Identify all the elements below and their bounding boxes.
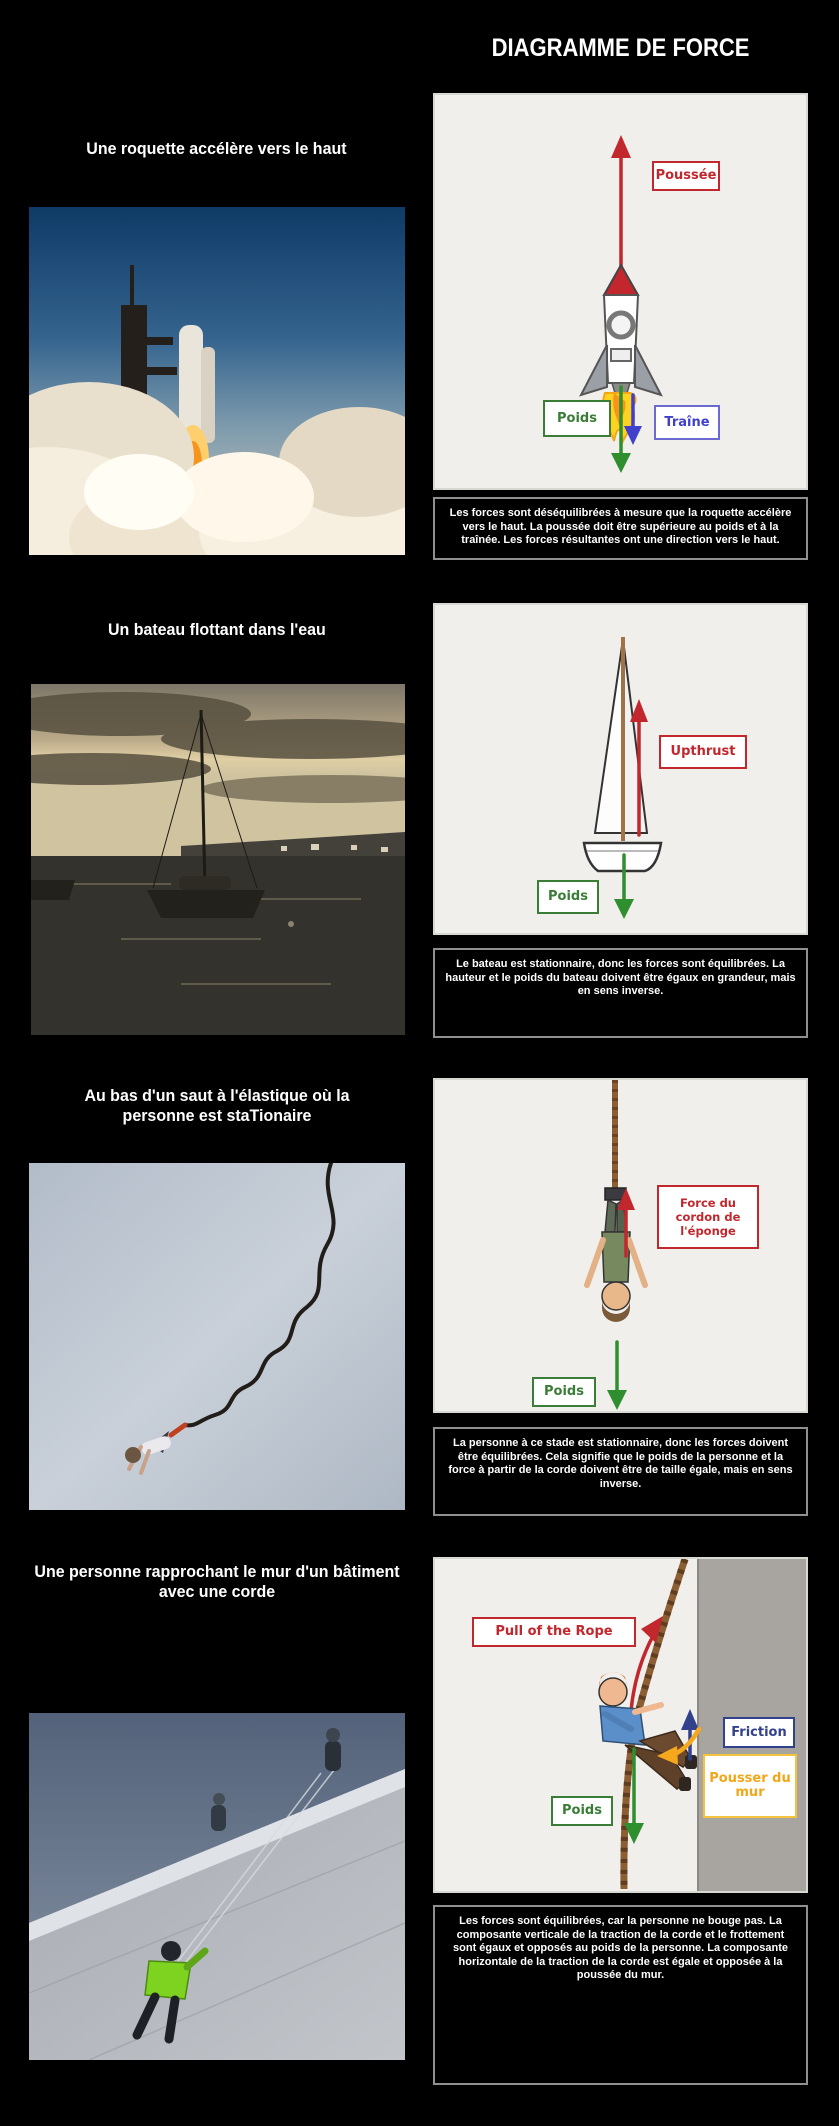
- hanging-person-illustration: [587, 1188, 645, 1322]
- rocket-diagram-art: [435, 95, 806, 488]
- force-label-pull: Pull of the Rope: [472, 1617, 636, 1647]
- sailboat-illustration: [584, 637, 661, 871]
- thrust-arrow: [611, 135, 631, 277]
- bungee-photo-art: [29, 1163, 405, 1510]
- boat-diagram: [433, 603, 808, 935]
- rocket-photo: [29, 207, 405, 555]
- person-mid: [211, 1793, 226, 1831]
- force-label-poids-boat: Poids: [537, 880, 599, 914]
- sailboat-photo-art: [31, 684, 405, 1035]
- row-title-bungee: Au bas d'un saut à l'élastique où la personne est staTionaire: [83, 1086, 350, 1125]
- force-label-poids-bungee: Poids: [532, 1377, 596, 1407]
- caption-bungee: La personne à ce stade est stationnaire, donc les forces doivent être équilibrées. Cela signifie que le poids de la personne et la force à partir de la corde doivent être de taille égale, mais en sens inverse.: [433, 1427, 808, 1516]
- wall-diagram: [433, 1557, 808, 1893]
- page-title: DIAGRAMME DE FORCE: [491, 34, 750, 62]
- rocket-photo-art: [29, 207, 405, 555]
- sailboat-photo: [31, 684, 405, 1035]
- row-title-wall: Une personne rapprochant le mur d'un bâtiment avec une corde: [33, 1562, 400, 1601]
- person-on-top: [325, 1728, 341, 1771]
- bungee-diagram: [433, 1078, 808, 1413]
- caption-rocket: Les forces sont déséquilibrées à mesure que la roquette accélère vers le haut. La poussée doit être supérieure au poids et à la traînée. Les forces résultantes ont une direction vers le haut.: [433, 497, 808, 560]
- force-label-traine: Traîne: [654, 405, 720, 440]
- force-label-upthrust: Upthrust: [659, 735, 747, 769]
- bungee-photo: [29, 1163, 405, 1510]
- force-label-poussee: Poussée: [652, 161, 720, 191]
- caption-boat: Le bateau est stationnaire, donc les forces sont équilibrées. La hauteur et le poids du bateau doivent être égaux en grandeur, mais en sens inverse.: [433, 948, 808, 1038]
- row-title-boat: Un bateau flottant dans l'eau: [107, 620, 326, 639]
- small-boat: [31, 880, 75, 900]
- force-label-poids-rocket: Poids: [543, 400, 611, 437]
- weight-arrow: [607, 1342, 627, 1410]
- boat-diagram-art: [435, 605, 806, 933]
- abseiling-photo: [29, 1713, 405, 2060]
- row-title-rocket: Une roquette accélère vers le haut: [86, 139, 347, 158]
- force-label-cord: Force du cordon de l'éponge: [657, 1185, 759, 1249]
- force-label-poids-wall: Poids: [551, 1796, 613, 1826]
- rocket-diagram: [433, 93, 808, 490]
- force-label-friction: Friction: [723, 1717, 795, 1748]
- force-label-push: Pousser du mur: [703, 1754, 797, 1818]
- caption-wall: Les forces sont équilibrées, car la personne ne bouge pas. La composante verticale de la traction de la corde et le frottement sont égaux et opposés au poids de la personne. La composante horizontale de la traction de la corde est égale et opposée à la poussée du mur.: [433, 1905, 808, 2085]
- abseiling-photo-art: [29, 1713, 405, 2060]
